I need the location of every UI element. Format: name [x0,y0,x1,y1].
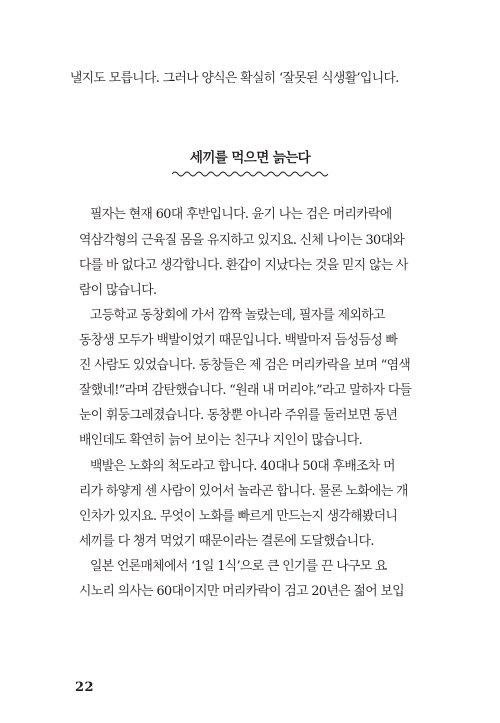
paragraph-2-line-1: 고등학교 동창회에 가서 깜짝 놀랐는데, 필자를 제외하고 [90,308,385,323]
paragraph-1-line-2: 역삼각형의 근육질 몸을 유지하고 있지요. 신체 나이는 30대와 [79,233,405,248]
paragraph-3-line-1: 백발은 노화의 척도라고 합니다. 40대나 50대 후배조차 머 [90,459,395,474]
page-number: 22 [75,680,95,695]
paragraph-3-line-2: 리가 하얗게 센 사람이 있어서 놀라곤 합니다. 물론 노화에는 개 [79,484,408,499]
paragraph-1-line-4: 람이 많습니다. [79,283,157,298]
paragraph-3-line-3: 인차가 있지요. 무엇이 노화를 빠르게 만드는지 생각해봤더니 [79,509,398,524]
paragraph-2-line-4: 잘했네!”라며 감탄했습니다. “원래 내 머리야.”라고 말하자 다들 [79,383,412,398]
paragraph-4-line-1: 일본 언론매체에서 ‘1일 1식’으로 큰 인기를 끈 나구모 요 [90,559,387,574]
paragraph-3-line-4: 세끼를 다 챙겨 먹었기 때문이라는 결론에 도달했습니다. [79,534,374,549]
paragraph-2-line-5: 눈이 휘둥그레졌습니다. 동창뿐 아니라 주위를 둘러보면 동년 [79,408,398,423]
intro-line-1: 낼지도 모릅니다. 그러나 양식은 확실히 ‘잘못된 식생활’입니다. [70,71,399,86]
section-heading: 세끼를 먹으면 늙는다 [189,150,311,166]
paragraph-1-line-1: 필자는 현재 60대 후반입니다. 윤기 나는 검은 머리카락에 [90,207,392,222]
paragraph-2-line-6: 배인데도 확연히 늙어 보이는 친구나 지인이 많습니다. [79,433,363,448]
paragraph-2-line-2: 동창생 모두가 백발이었기 때문입니다. 백발마저 듬성듬성 빠 [79,333,398,348]
paragraph-4-line-2: 시노리 의사는 60대이지만 머리카락이 검고 20년은 젊어 보입 [79,584,404,599]
heading-underline-squiggle [172,170,330,178]
paragraph-2-line-3: 진 사람도 있었습니다. 동창들은 제 검은 머리카락을 보며 “염색 [79,358,411,373]
paragraph-1-line-3: 다를 바 없다고 생각합니다. 환갑이 지났다는 것을 믿지 않는 사 [79,258,408,273]
